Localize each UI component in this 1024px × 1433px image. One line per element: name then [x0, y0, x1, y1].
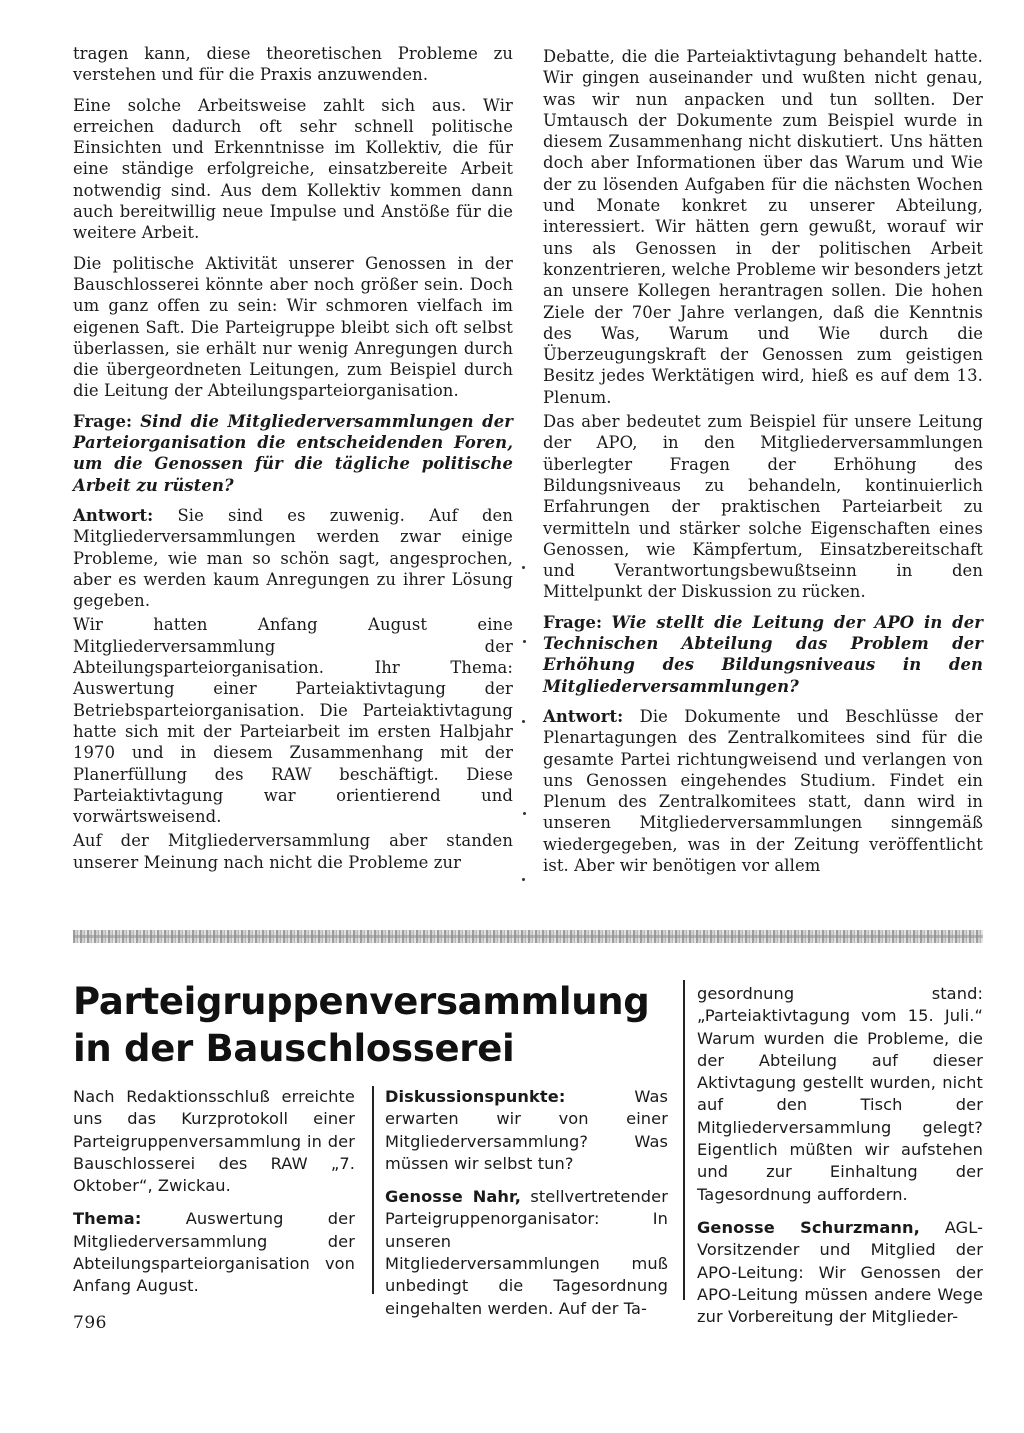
thema-paragraph: [73, 1208, 355, 1297]
answer-text: Die Dokumente und Beschlüsse der Plenartagungen des Zentralkomitees sind für die gesamte Partei richtungweisend und verlangen von uns Genossen eingehendes Studium. Findet ein Plenum des Zentralkomitees statt, dann wird in unseren Mitgliederversammlungen sinngemäß wiedergegeben, was in der Zeitung veröffentlicht ist. Aber wir benötigen vor allem: [543, 706, 983, 875]
headline-line: in der Bauschlosserei: [73, 1027, 515, 1070]
page-number: 796: [73, 1313, 107, 1333]
paragraph: gesordnung stand: „Parteiaktivtagung vom 15. Juli.“ Warum wurden die Probleme, die der Abteilung auf dieser Aktivtagung gestellt wurden, nicht auf den Tisch der Mitgliederversammlung gelegt? Eigentlich müßten wir aufstehen und zur Einhaltung der Tagesordnung auffordern.: [697, 984, 983, 1204]
discussion-label: Diskussionspunkte:: [385, 1087, 566, 1106]
answer-text: Sie sind es zuwenig. Auf den Mitgliederversammlungen werden zwar einige Probleme, wie man so schön sagt, angesprochen, aber es werden kaum Anregungen zu ihrer Lösung gegeben.: [73, 505, 514, 611]
question-text: Wie stellt die Leitung der APO in der Technischen Abteilung das Problem der Erhöhung des Bildungsniveaus in den Mitgliederversammlungen?: [543, 612, 984, 696]
paragraph: Die politische Aktivität unserer Genossen in der Bauschlosserei könnte aber noch größer sein. Doch um ganz offen zu sein: Wir schmoren vielfach im eigenen Saft. Die Parteigruppe bleibt sich oft selbst überlassen, sie erhält nur wenig Anregungen durch die übergeordneten Leitungen, zum Beispiel durch die Leitung der Abteilungsparteiorganisation.: [73, 253, 513, 401]
paragraph: Wir hatten Anfang August eine Mitgliederversammlung der Abteilungsparteiorganisation. Ihr Thema: Auswertung einer Parteiaktivtagung der Betriebsparteiorganisation. Die Parteiaktivtagung hatte sich mit der Parteiarbeit im ersten Halbjahr 1970 und in diesem Zusammenhang mit der Planerfüllung des RAW beschäftigt. Diese Parteiaktivtagung war orientierend und vorwärtsweisend.: [73, 615, 513, 827]
upper-left-column: [73, 43, 513, 882]
speaker-text: AGL-Vorsitzender und Mitglied der APO-Leitung: Wir Genossen der APO-Leitung müssen andere Wege zur Vorbereitung der Mitglieder-: [697, 1217, 984, 1327]
question-text: Sind die Mitgliederversammlungen der Parteiorganisation die entscheidenden Foren, um die Genossen für die tägliche politische Arbeit zu rüsten?: [73, 411, 513, 495]
speaker-paragraph: [697, 1217, 983, 1328]
paragraph: Debatte, die die Parteiaktivtagung behandelt hatte. Wir gingen auseinander und wußten nicht genau, was wir nun anpacken und tun sollten. Der Umtausch der Dokumente zum Beispiel wurde in diesem Zusammenhang nicht diskutiert. Uns hätten doch aber Informationen über das Warum und Wie der zu lösenden Aufgaben für die nächsten Wochen und Monate konkret zu unserer Abteilung, interessiert. Wir hätten gern gewußt, worauf wir uns als Genossen in der politischen Arbeit konzentrieren, welche Probleme wir besonders jetzt an unsere Kollegen herantragen sollen. Die hohen Ziele der 70er Jahre verlangen, daß die Kenntnis des Was, Warum und Wie durch die Überzeugungskraft der Genossen zum geistigen Besitz jedes Werktätigen wird, hieß es auf dem 13. Plenum.: [543, 47, 983, 407]
speaker-paragraph: [385, 1186, 668, 1320]
article-headline: [73, 978, 673, 1072]
column-separator-speck: [522, 720, 525, 723]
column-rule: [372, 1086, 374, 1294]
headline-line: Parteigruppenversammlung: [73, 980, 650, 1023]
paragraph: Eine solche Arbeitsweise zahlt sich aus. Wir erreichen dadurch oft sehr schnell politische Einsichten und Erkenntnisse im Kollektiv, die für eine ständige erfolgreiche, einsatzbereite Arbeit notwendig sind. Aus dem Kollektiv kommen dann auch bereitwillig neue Impulse und Anstöße für die weitere Arbeit.: [73, 95, 513, 243]
paragraph: tragen kann, diese theoretischen Probleme zu verstehen und für die Praxis anzuwenden.: [73, 44, 513, 85]
answer-label: Antwort:: [543, 706, 624, 726]
speaker-text: stellvertretender Parteigruppenorganisator: In unseren Mitgliederversammlungen muß unbedingt die Tagesordnung eingehalten werden. Auf der Ta-: [385, 1187, 669, 1318]
article-right-column: [697, 983, 983, 1339]
paragraph: Das aber bedeutet zum Beispiel für unsere Leitung der APO, in den Mitgliederversammlungen überlegter Fragen der Erhöhung des Bildungsniveaus zu behandeln, kontinuierlich Erfahrungen der praktischen Parteiarbeit zu vermitteln und stärker solche Eigenschaften eines Genossen, wie Kämpfertum, Einsatzbereitschaft und Verantwortungsbewußtseinn in den Mittelpunkt der Diskussion zu rücken.: [543, 412, 983, 602]
paragraph: Auf der Mitgliederversammlung aber standen unserer Meinung nach nicht die Probleme zur: [73, 831, 513, 872]
article-left-column: [73, 1086, 355, 1309]
column-separator-speck: [522, 566, 525, 569]
question-label: Frage:: [73, 411, 133, 431]
column-separator-speck: [522, 878, 525, 881]
column-rule: [683, 980, 685, 1300]
column-separator-speck: [523, 812, 526, 815]
thema-label: Thema:: [73, 1209, 142, 1229]
answer-paragraph: [73, 505, 513, 611]
upper-right-column: [543, 46, 983, 885]
paragraph: Nach Redaktionsschluß erreichte uns das Kurzprotokoll einer Parteigruppenversammlung in der Bauschlosserei des RAW „7. Oktober“, Zwickau.: [73, 1087, 355, 1196]
question-label: Frage:: [543, 612, 603, 632]
speaker-label: Genosse Schurzmann,: [697, 1217, 920, 1237]
discussion-paragraph: [385, 1086, 668, 1175]
speaker-label: Genosse Nahr,: [385, 1187, 521, 1207]
section-divider-band: [73, 930, 983, 943]
thema-text: Auswertung der Mitgliederversammlung der Abteilungsparteiorganisation von Anfang August.: [73, 1209, 355, 1296]
answer-paragraph: [543, 706, 983, 876]
question-paragraph: [543, 612, 983, 697]
column-separator-speck: [523, 640, 526, 643]
question-paragraph: [73, 411, 513, 496]
discussion-text: Was erwarten wir von einer Mitgliederversammlung? Was müssen wir selbst tun?: [385, 1087, 668, 1173]
article-middle-column: [385, 1086, 668, 1331]
answer-label: Antwort:: [73, 505, 154, 525]
